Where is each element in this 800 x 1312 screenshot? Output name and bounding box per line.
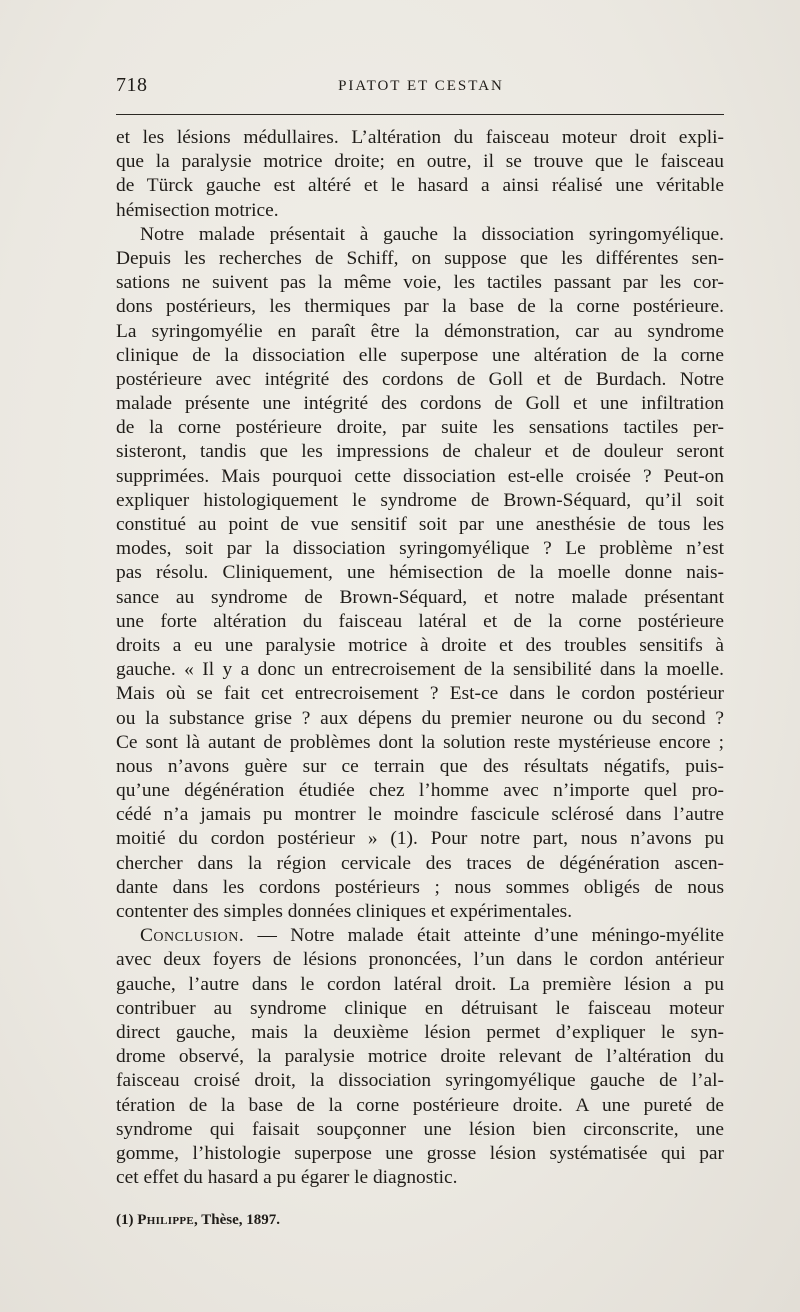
text-line: chercher dans la région cervicale des traces de dégénération ascen- <box>116 852 724 874</box>
conclusion-heading-line <box>116 924 724 948</box>
text-line: une forte altération du faisceau latéral et de la corne postérieure <box>116 610 724 632</box>
text-line: moitié du cordon postérieur » (1). Pour notre part, nous n’avons pu <box>116 828 724 850</box>
text-line: et les lésions médullaires. L’altération du faisceau moteur droit expli- <box>116 127 724 148</box>
text-line: dons postérieurs, les thermiques par la base de la corne postérieure. <box>116 296 724 318</box>
text-line: Mais où se fait cet entrecroisement ? Est-ce dans le cordon postérieur <box>116 683 724 705</box>
text-line: que la paralysie motrice droite; en outre, il se trouve que le faisceau <box>116 151 724 173</box>
text-line: La syringomyélie en paraît être la démonstration, car au syndrome <box>116 320 724 342</box>
text-line: droits a eu une paralysie motrice à droite et des troubles sensitifs à <box>116 634 724 656</box>
text-line: Notre malade présentait à gauche la dissociation syringomyélique. <box>140 223 724 245</box>
text-line: de la corne postérieure droite, par suite les sensations tactiles per- <box>116 417 724 439</box>
text-line: cédé n’a jamais pu montrer le moindre fascicule sclérosé dans l’autre <box>116 804 724 826</box>
text-line: gomme, l’histologie superpose une grosse lésion systématisée qui par <box>116 1142 724 1164</box>
text-line: tération de la base de la corne postérieure droite. A une pureté de <box>116 1094 724 1116</box>
text-line: drome observé, la paralysie motrice droite relevant de l’altération du <box>116 1046 724 1068</box>
text-line: Ce sont là autant de problèmes dont la solution reste mystérieuse encore ; <box>116 731 724 753</box>
text-line: modes, soit par la dissociation syringomyélique ? Le problème n’est <box>116 538 724 560</box>
text-line: Depuis les recherches de Schiff, on suppose que les différentes sen- <box>116 247 724 269</box>
footnote-author: Philippe <box>137 1212 195 1228</box>
conclusion-label: Conclusion. <box>140 925 245 947</box>
footnote <box>116 1212 280 1229</box>
text-line: sisteront, tandis que les impressions de chaleur et de douleur seront <box>116 441 724 463</box>
text-line: hémisection motrice. <box>116 199 279 221</box>
text-line: expliquer histologiquement le syndrome de Brown-Séquard, qu’il soit <box>116 489 724 511</box>
body-text <box>116 126 724 1190</box>
text-line: syndrome qui faisait soupçonner une lésion bien circonscrite, une <box>116 1118 724 1140</box>
text-line: clinique de la dissociation elle superpose une altération de la corne <box>116 344 724 366</box>
text-line: postérieure avec intégrité des cordons de Goll et de Burdach. Notre <box>116 368 724 390</box>
text-line: gauche. « Il y a donc un entrecroisement de la sensibilité dans la moelle. <box>116 659 724 681</box>
text-line: ou la substance grise ? aux dépens du premier neurone ou du second ? <box>116 707 724 729</box>
text-line: dante dans les cordons postérieurs ; nous sommes obligés de nous <box>116 876 724 898</box>
text-line: sations ne suivent pas la même voie, les tactiles passant par les cor- <box>116 272 724 294</box>
text-line: sance au syndrome de Brown-Séquard, et notre malade présentant <box>116 586 724 608</box>
text-line: cet effet du hasard a pu égarer le diagnostic. <box>116 1167 458 1189</box>
footnote-citation: , Thèse, 1897. <box>194 1212 281 1228</box>
text-line: malade présente une intégrité des cordons de Goll et une infiltration <box>116 393 724 415</box>
text-line: direct gauche, mais la deuxième lésion permet d’expliquer le syn- <box>116 1021 724 1043</box>
text-line: faisceau croisé droit, la dissociation syringomyélique gauche de l’al- <box>116 1070 724 1092</box>
text-line: contenter des simples données cliniques et expérimentales. <box>116 901 573 922</box>
text-line: de Türck gauche est altéré et le hasard a ainsi réalisé une véritable <box>116 175 724 197</box>
text-line: gauche, l’autre dans le cordon latéral droit. La première lésion a pu <box>116 973 724 995</box>
text-line: avec deux foyers de lésions prononcées, l’un dans le cordon antérieur <box>116 949 724 971</box>
text-line: pas résolu. Cliniquement, une hémisection de la moelle donne nais- <box>116 562 724 584</box>
text-line: supprimées. Mais pourquoi cette dissociation est-elle croisée ? Peut-on <box>116 465 724 487</box>
text-line: qu’une dégénération étudiée chez l’homme avec n’importe quel pro- <box>116 780 724 802</box>
conclusion-first-line: — Notre malade était atteinte d’une méningo-myélite <box>244 925 724 947</box>
text-line: constitué au point de vue sensitif soit par une anesthésie de tous les <box>116 514 724 535</box>
footnote-marker: (1) <box>116 1212 138 1228</box>
page-number: 718 <box>116 74 148 96</box>
text-line: nous n’avons guère sur ce terrain que des résultats négatifs, puis- <box>116 755 724 777</box>
text-line: contribuer au syndrome clinique en détruisant le faisceau moteur <box>116 997 724 1019</box>
header-rule <box>116 114 724 115</box>
running-title: PIATOT ET CESTAN <box>338 78 504 94</box>
page-header <box>116 74 726 100</box>
